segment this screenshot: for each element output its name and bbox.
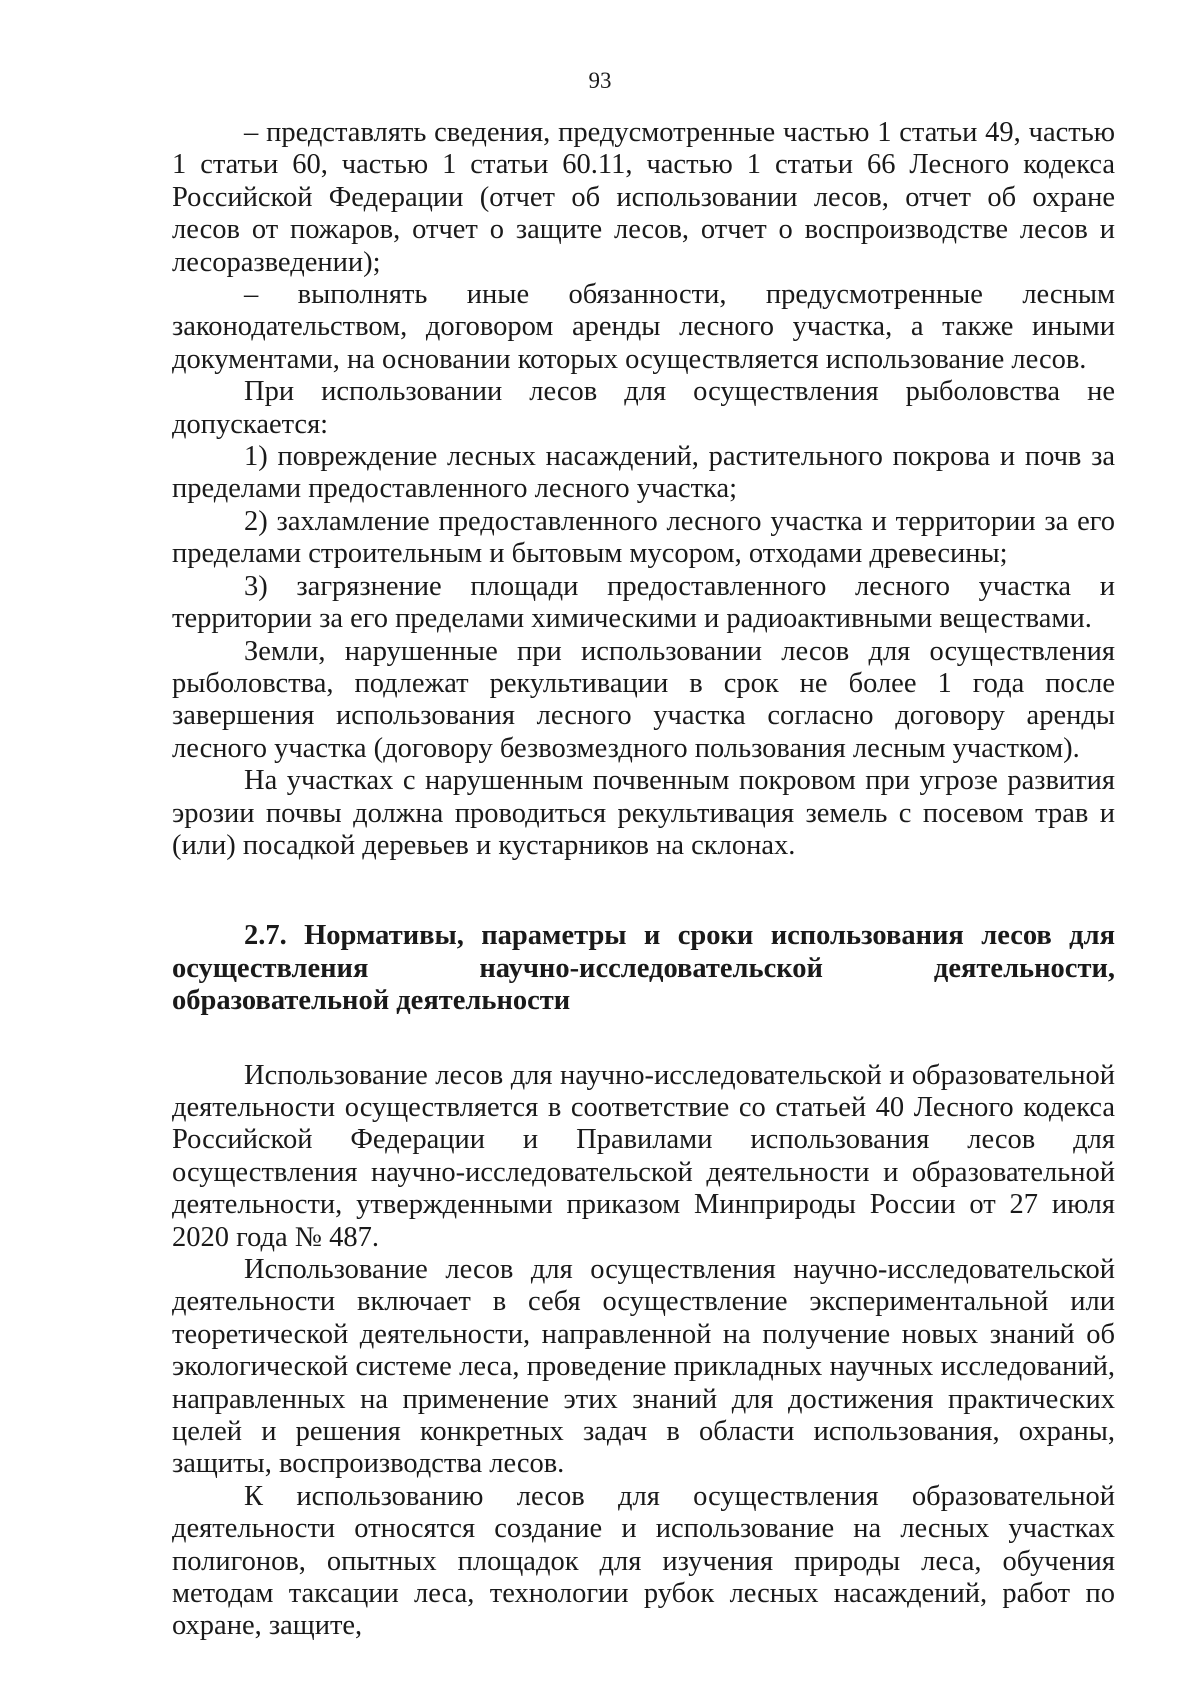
paragraph-research-definition: Использование лесов для осуществления научно-исследовательской деятельности включает в себя осуществление экспериментальной или теоретической деятельности, направленной на получение новых знаний об экологической системе леса, проведение прикладных научных исследований, направленных на применение этих знаний для достижения практических целей и решения конкретных задач в области использования, охраны, защиты, воспроизводства лесов. [172, 1254, 1115, 1480]
paragraph-obligation-other: – выполнять иные обязанности, предусмотренные лесным законодательством, договором аренды лесного участка, а также иными документами, на основании которых осуществляется использование лесов. [172, 279, 1115, 375]
paragraph-obligation-reporting: – представлять сведения, предусмотренные частью 1 статьи 49, частью 1 статьи 60, частью 1 статьи 60.11, частью 1 статьи 66 Лесного кодекса Российской Федерации (отчет об использовании лесов, отчет об охране лесов от пожаров, отчет о защите лесов, отчет о воспроизводстве лесов и лесоразведении); [172, 117, 1115, 278]
paragraph-erosion-recultivation: На участках с нарушенным почвенным покровом при угрозе развития эрозии почвы должна проводиться рекультивация земель с посевом трав и (или) посадкой деревьев и кустарников на склонах. [172, 765, 1115, 861]
paragraph-land-recultivation: Земли, нарушенные при использовании лесов для осуществления рыболовства, подлежат рекультивации в срок не более 1 года после завершения использования лесного участка согласно договору аренды лесного участка (договору безвозмездного пользования лесным участком). [172, 635, 1115, 764]
paragraph-research-legal-basis: Использование лесов для научно-исследовательской и образовательной деятельности осуществляется в соответствие со статьей 40 Лесного кодекса Российской Федерации и Правилами использования лесов для осуществления научно-исследовательской деятельности и образовательной деятельности, утвержденными приказом Минприроды России от 27 июля 2020 года № 487. [172, 1059, 1115, 1253]
paragraph-prohibition-2: 2) захламление предоставленного лесного участка и территории за его пределами строительным и бытовым мусором, отходами древесины; [172, 505, 1115, 570]
paragraph-prohibition-3: 3) загрязнение площади предоставленного лесного участка и территории за его пределами химическими и радиоактивными веществами. [172, 570, 1115, 635]
section-heading: 2.7. Нормативы, параметры и сроки использования лесов для осуществления научно-исследовательской деятельности, образовательной деятельности [172, 920, 1115, 1017]
paragraph-educational-definition: К использованию лесов для осуществления образовательной деятельности относятся создание и использование на лесных участках полигонов, опытных площадок для изучения природы леса, обучения методам таксации леса, технологии рубок лесных насаждений, работ по охране, защите, [172, 1480, 1115, 1642]
paragraph-prohibition-1: 1) повреждение лесных насаждений, растительного покрова и почв за пределами предоставленного лесного участка; [172, 441, 1115, 505]
document-body [172, 117, 1115, 1643]
paragraph-fishing-prohibitions-intro: При использовании лесов для осуществления рыболовства не допускается: [172, 376, 1115, 440]
page-number: 93 [588, 68, 612, 93]
